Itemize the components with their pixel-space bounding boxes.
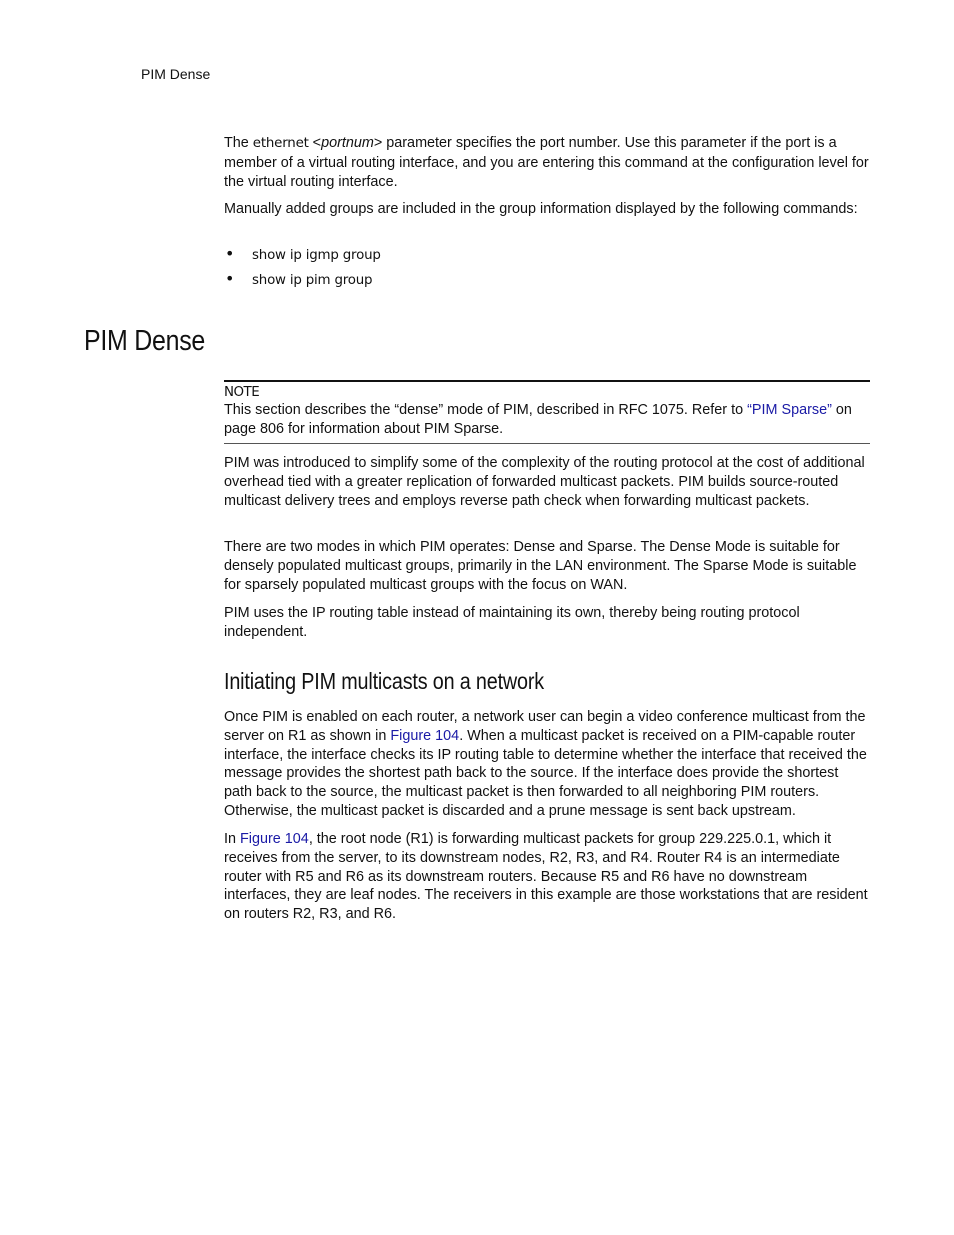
paragraph-pim-routing-table — [224, 604, 870, 642]
text: , the root node (R1) is forwarding multicast packets for group 229.225.0.1, which it receives from the server, to its downstream nodes, R2, R3, and R4. Router R4 is an intermediate router with R5 and R6 as its downstream routers. Because R5 and R6 have no downstream interfaces, they are leaf nodes. The receivers in this example are those workstations that are resident on routers R2, R3, and R6. — [224, 831, 868, 923]
paragraph-text: There are two modes in which PIM operates: Dense and Sparse. The Dense Mode is suitable for densely populated multicast groups, primarily in the LAN environment. The Sparse Mode is suitable for sparsely populated multicast groups with the focus on WAN. — [224, 539, 857, 593]
command-show-ip-igmp-group: show ip igmp group — [252, 248, 381, 263]
bullet-icon: • — [225, 269, 235, 288]
command-show-ip-pim-group: show ip pim group — [252, 273, 373, 288]
paragraph-text: Manually added groups are included in the group information displayed by the following commands: — [224, 201, 858, 217]
text: . When a multicast packet is received on a PIM-capable router interface, the interface checks its IP routing table to determine whether the interface that received the message provides the shortest path back to the source. If the interface does provide the shortest path back to the source, the multicast packet is then forwarded to all neighboring PIM routers. Otherwise, the multicast packet is discarded and a prune message is sent back upstream. — [224, 727, 867, 819]
note-text — [224, 401, 870, 439]
param-portnum: portnum — [321, 135, 374, 151]
bullet-icon: • — [225, 244, 235, 263]
intro-paragraph-ethernet — [224, 134, 870, 191]
paragraph-pim-modes — [224, 538, 870, 594]
command-list — [224, 244, 844, 297]
paragraph-root-node — [224, 830, 870, 924]
command-ethernet: ethernet — [252, 136, 309, 151]
section-heading: PIM Dense — [84, 325, 206, 357]
text: The — [224, 135, 253, 151]
link-figure-104[interactable]: Figure 104 — [390, 727, 460, 744]
text: In — [224, 831, 240, 847]
text: Once PIM is enabled on each router, a network user can begin a video conference multicast from the server on R1 as shown in — [224, 709, 866, 744]
note-rule-bottom — [224, 443, 870, 444]
paragraph-text: PIM uses the IP routing table instead of maintaining its own, thereby being routing protocol independent. — [224, 605, 800, 640]
intro-paragraph-groups — [224, 200, 870, 219]
list-item — [224, 269, 844, 297]
text: This section describes the “dense” mode of PIM, described in RFC 1075. Refer to — [224, 402, 748, 418]
paragraph-initiating — [224, 708, 870, 821]
subsection-heading: Initiating PIM multicasts on a network — [224, 668, 544, 694]
paragraph-text: PIM was introduced to simplify some of the complexity of the routing protocol at the cost of additional overhead tied with a greater replication of forwarded multicast packets. PIM builds source-routed multicast delivery trees and employs reverse path check when forwarding multicast packets. — [224, 455, 865, 509]
link-figure-104[interactable]: Figure 104 — [240, 831, 309, 847]
text: > parameter specifies the port number. Use this parameter if the port is a member of a virtual routing interface, and you are entering this command at the configuration level for the virtual routing interface. — [224, 135, 869, 190]
note-rule-top — [224, 380, 870, 382]
running-head: PIM Dense — [141, 66, 211, 82]
text: on page 806 for information about PIM Sparse. — [224, 402, 852, 437]
paragraph-pim-intro — [224, 454, 870, 510]
link-pim-sparse[interactable]: “PIM Sparse” — [747, 402, 832, 418]
list-item — [224, 244, 844, 272]
note-label: NOTE — [224, 385, 260, 400]
text: < — [308, 135, 322, 151]
